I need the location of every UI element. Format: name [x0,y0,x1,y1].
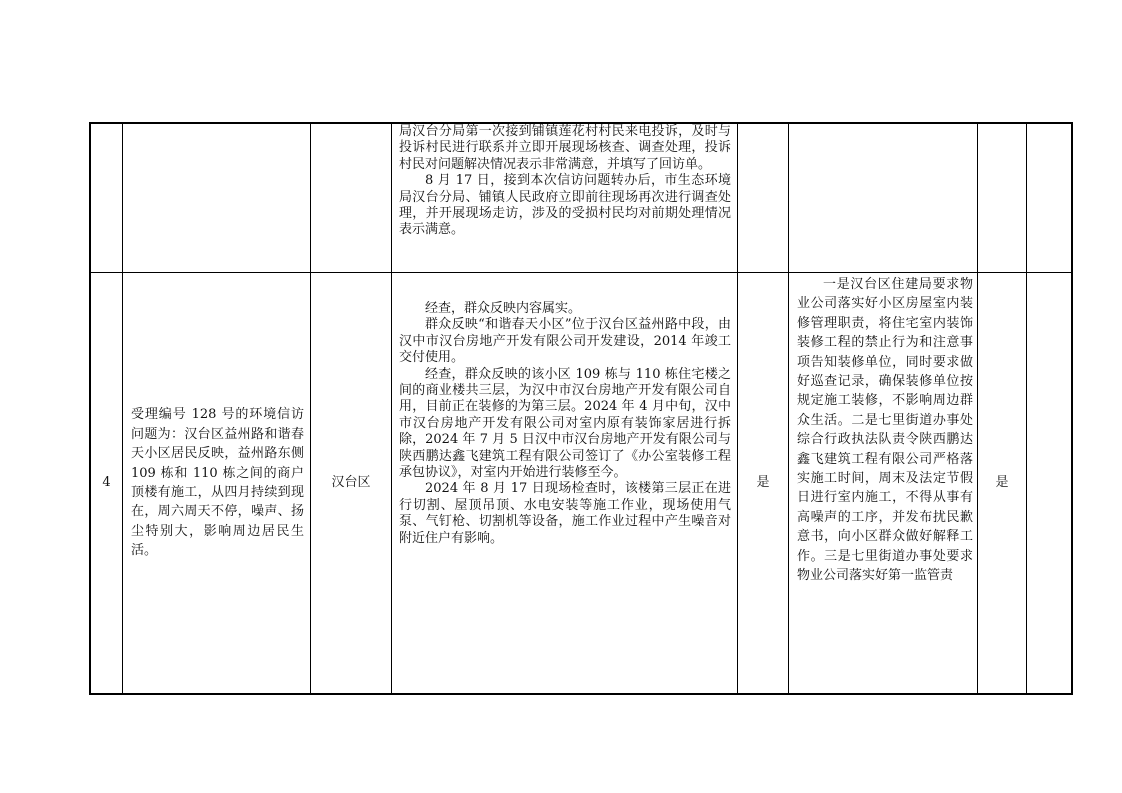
index-cell [90,123,123,273]
table-row [90,273,1072,695]
district-cell: 汉台区 [311,273,392,695]
issue-text: 受理编号 128 号的环境信访问题为：汉台区益州路和谐春天小区居民反映，益州路东侧 109 栋和 110 栋之间的商户顶楼有施工，从四月持续到现在，周六周天不停，噪声、扬尘特别大，影响周边居民生活。 [131,407,304,559]
situation-cell [392,273,738,695]
note-cell [1027,123,1073,273]
situation-paragraph: 经查，群众反映的该小区 109 栋与 110 栋住宅楼之间的商业楼共三层，为汉中市汉台房地产开发有限公司自用，目前正在装修的为第三层。2024 年 4 月中旬，汉中市汉台房地产开发有限公司对室内原有装饰家居进行拆除，2024 年 7 月 5 日汉中市汉台房地产开发有限公司与陕西鹏达鑫飞建筑工程有限公司签订了《办公室装修工程承包协议》，对室内开始进行装修至今。 [399,366,731,481]
situation-paragraph: 局汉台分局第一次接到铺镇莲花村村民来电投诉，及时与投诉村民进行联系并立即开展现场核查、调查处理，投诉村民对问题解决情况表示非常满意，并填写了回访单。 [399,124,731,172]
issue-cell [123,123,311,273]
rectification-cell [789,123,978,273]
situation-paragraph: 8 月 17 日，接到本次信访问题转办后，市生态环境局汉台分局、铺镇人民政府立即前往现场再次进行调查处理，并开展现场走访，涉及的受损村民均对前期处理情况表示满意。 [399,173,731,238]
note-cell [1027,273,1073,695]
situation-paragraph: 经查，群众反映内容属实。 [425,301,582,316]
rectification-cell [789,273,978,695]
index-cell: 4 [90,273,123,695]
is-rectified-cell: 是 [978,273,1027,695]
report-table [89,122,1073,695]
situation-cell [392,123,738,273]
is-rectified-cell [978,123,1027,273]
is-true-cell: 是 [738,273,789,695]
issue-cell [123,273,311,695]
district-cell [311,123,392,273]
situation-paragraph: 2024 年 8 月 17 日现场检查时，该楼第三层正在进行切割、屋顶吊顶、水电安装等施工作业，现场使用气泵、气钉枪、切割机等设备，施工作业过程中产生噪音对附近住户有影响。 [399,481,731,546]
table-row [90,123,1072,273]
rectification-text: 一是汉台区住建局要求物业公司落实好小区房屋室内装修管理职责，将住宅室内装饰装修工程的禁止行为和注意事项告知装修单位，同时要求做好巡查记录，确保装修单位按规定施工装修，不影响周边群众生活。二是七里街道办事处综合行政执法队责令陕西鹏达鑫飞建筑工程有限公司严格落实施工时间，周末及法定节假日进行室内施工，不得从事有高噪声的工序，并发布扰民歉意书，向小区群众做好解释工作。三是七里街道办事处要求物业公司落实好第一监管责 [797,277,973,584]
situation-paragraph: 群众反映“和谐春天小区”位于汉台区益州路中段，由汉中市汉台房地产开发有限公司开发建设，2014 年竣工交付使用。 [399,317,731,366]
is-true-cell [738,123,789,273]
